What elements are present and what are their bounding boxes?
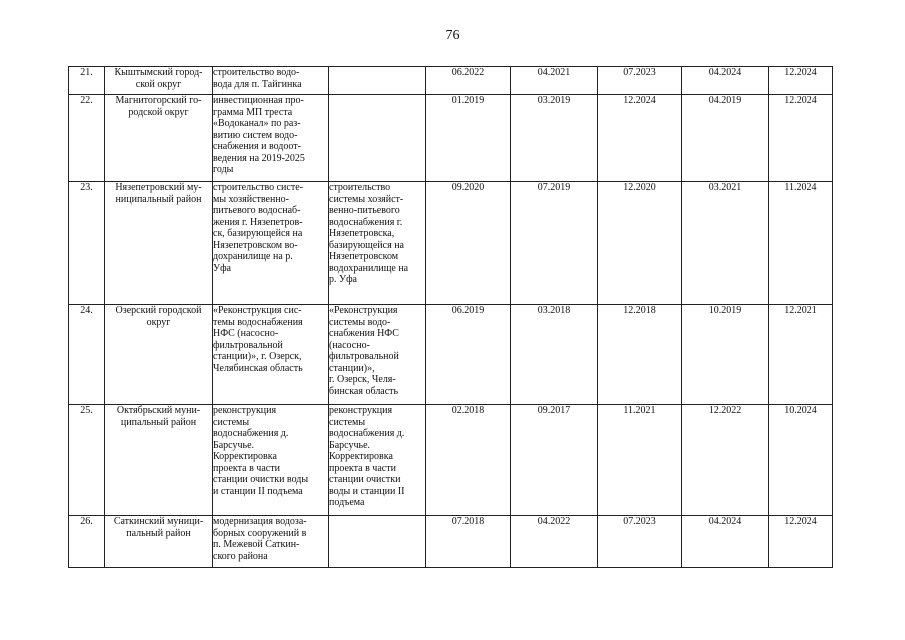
date-cell-4: 10.2019 (682, 305, 769, 405)
table-row (69, 182, 833, 305)
date-cell-5: 12.2021 (769, 305, 833, 405)
table-row (69, 67, 833, 95)
municipality-cell: Озерский городской округ (105, 305, 213, 405)
row-number: 24. (69, 305, 105, 405)
date-cell-3: 07.2023 (598, 67, 682, 95)
municipality-cell: Саткинский муници- пальный район (105, 516, 213, 568)
date-cell-1: 09.2020 (426, 182, 511, 305)
date-cell-3: 12.2020 (598, 182, 682, 305)
date-cell-5: 11.2024 (769, 182, 833, 305)
object-alt-cell: реконструкция системы водоснабжения д. Барсучье. Корректировка проекта в части станции очистки воды и станции II подъема (329, 405, 426, 516)
date-cell-1: 01.2019 (426, 95, 511, 182)
date-cell-2: 09.2017 (511, 405, 598, 516)
date-cell-4: 04.2024 (682, 67, 769, 95)
row-number: 25. (69, 405, 105, 516)
object-alt-cell (329, 95, 426, 182)
table-row (69, 95, 833, 182)
object-cell: строительство водо- вода для п. Тайгинка (213, 67, 329, 95)
date-cell-4: 12.2022 (682, 405, 769, 516)
date-cell-4: 03.2021 (682, 182, 769, 305)
date-cell-5: 10.2024 (769, 405, 833, 516)
object-cell: «Реконструкция сис- темы водоснабжения НФС (насосно- фильтровальной станции)», г. Озерск, Челябинская область (213, 305, 329, 405)
date-cell-2: 03.2019 (511, 95, 598, 182)
date-cell-5: 12.2024 (769, 67, 833, 95)
date-cell-3: 12.2018 (598, 305, 682, 405)
date-cell-5: 12.2024 (769, 516, 833, 568)
object-alt-cell (329, 516, 426, 568)
municipality-cell: Магнитогорский го- родской округ (105, 95, 213, 182)
schedule-table (68, 66, 833, 568)
date-cell-5: 12.2024 (769, 95, 833, 182)
object-alt-cell (329, 67, 426, 95)
date-cell-2: 07.2019 (511, 182, 598, 305)
date-cell-3: 12.2024 (598, 95, 682, 182)
date-cell-2: 04.2022 (511, 516, 598, 568)
row-number: 21. (69, 67, 105, 95)
table-row (69, 305, 833, 405)
object-cell: строительство систе- мы хозяйственно- питьевого водоснаб- жения г. Нязепетров- ск, базирующейся на Нязепетровском во- дохранилище на р. Уфа (213, 182, 329, 305)
municipality-cell: Октябрьский муни- ципальный район (105, 405, 213, 516)
date-cell-2: 04.2021 (511, 67, 598, 95)
object-alt-cell: «Реконструкция системы водо- снабжения НФС (насосно- фильтровальной станции)», г. Озерск, Челя- бинская область (329, 305, 426, 405)
date-cell-3: 11.2021 (598, 405, 682, 516)
table-row (69, 516, 833, 568)
date-cell-1: 02.2018 (426, 405, 511, 516)
date-cell-1: 06.2022 (426, 67, 511, 95)
object-cell: модернизация водоза- борных сооружений в п. Межевой Саткин- ского района (213, 516, 329, 568)
object-cell: инвестиционная про- грамма МП треста «Водоканал» по раз- витию систем водо- снабжения и водоот- ведения на 2019-2025 годы (213, 95, 329, 182)
row-number: 22. (69, 95, 105, 182)
date-cell-4: 04.2024 (682, 516, 769, 568)
date-cell-2: 03.2018 (511, 305, 598, 405)
row-number: 23. (69, 182, 105, 305)
table-row (69, 405, 833, 516)
municipality-cell: Кыштымский город- ской округ (105, 67, 213, 95)
municipality-cell: Нязепетровский му- ниципальный район (105, 182, 213, 305)
date-cell-1: 07.2018 (426, 516, 511, 568)
object-cell: реконструкция системы водоснабжения д. Барсучье. Корректировка проекта в части станции очистки воды и станции II подъема (213, 405, 329, 516)
date-cell-1: 06.2019 (426, 305, 511, 405)
row-number: 26. (69, 516, 105, 568)
date-cell-4: 04.2019 (682, 95, 769, 182)
page-number: 76 (445, 28, 460, 43)
object-alt-cell: строительство системы хозяйст- венно-питьевого водоснабжения г. Нязепетровска, базирующейся на Нязепетровском водохранилище на р. Уфа (329, 182, 426, 305)
date-cell-3: 07.2023 (598, 516, 682, 568)
